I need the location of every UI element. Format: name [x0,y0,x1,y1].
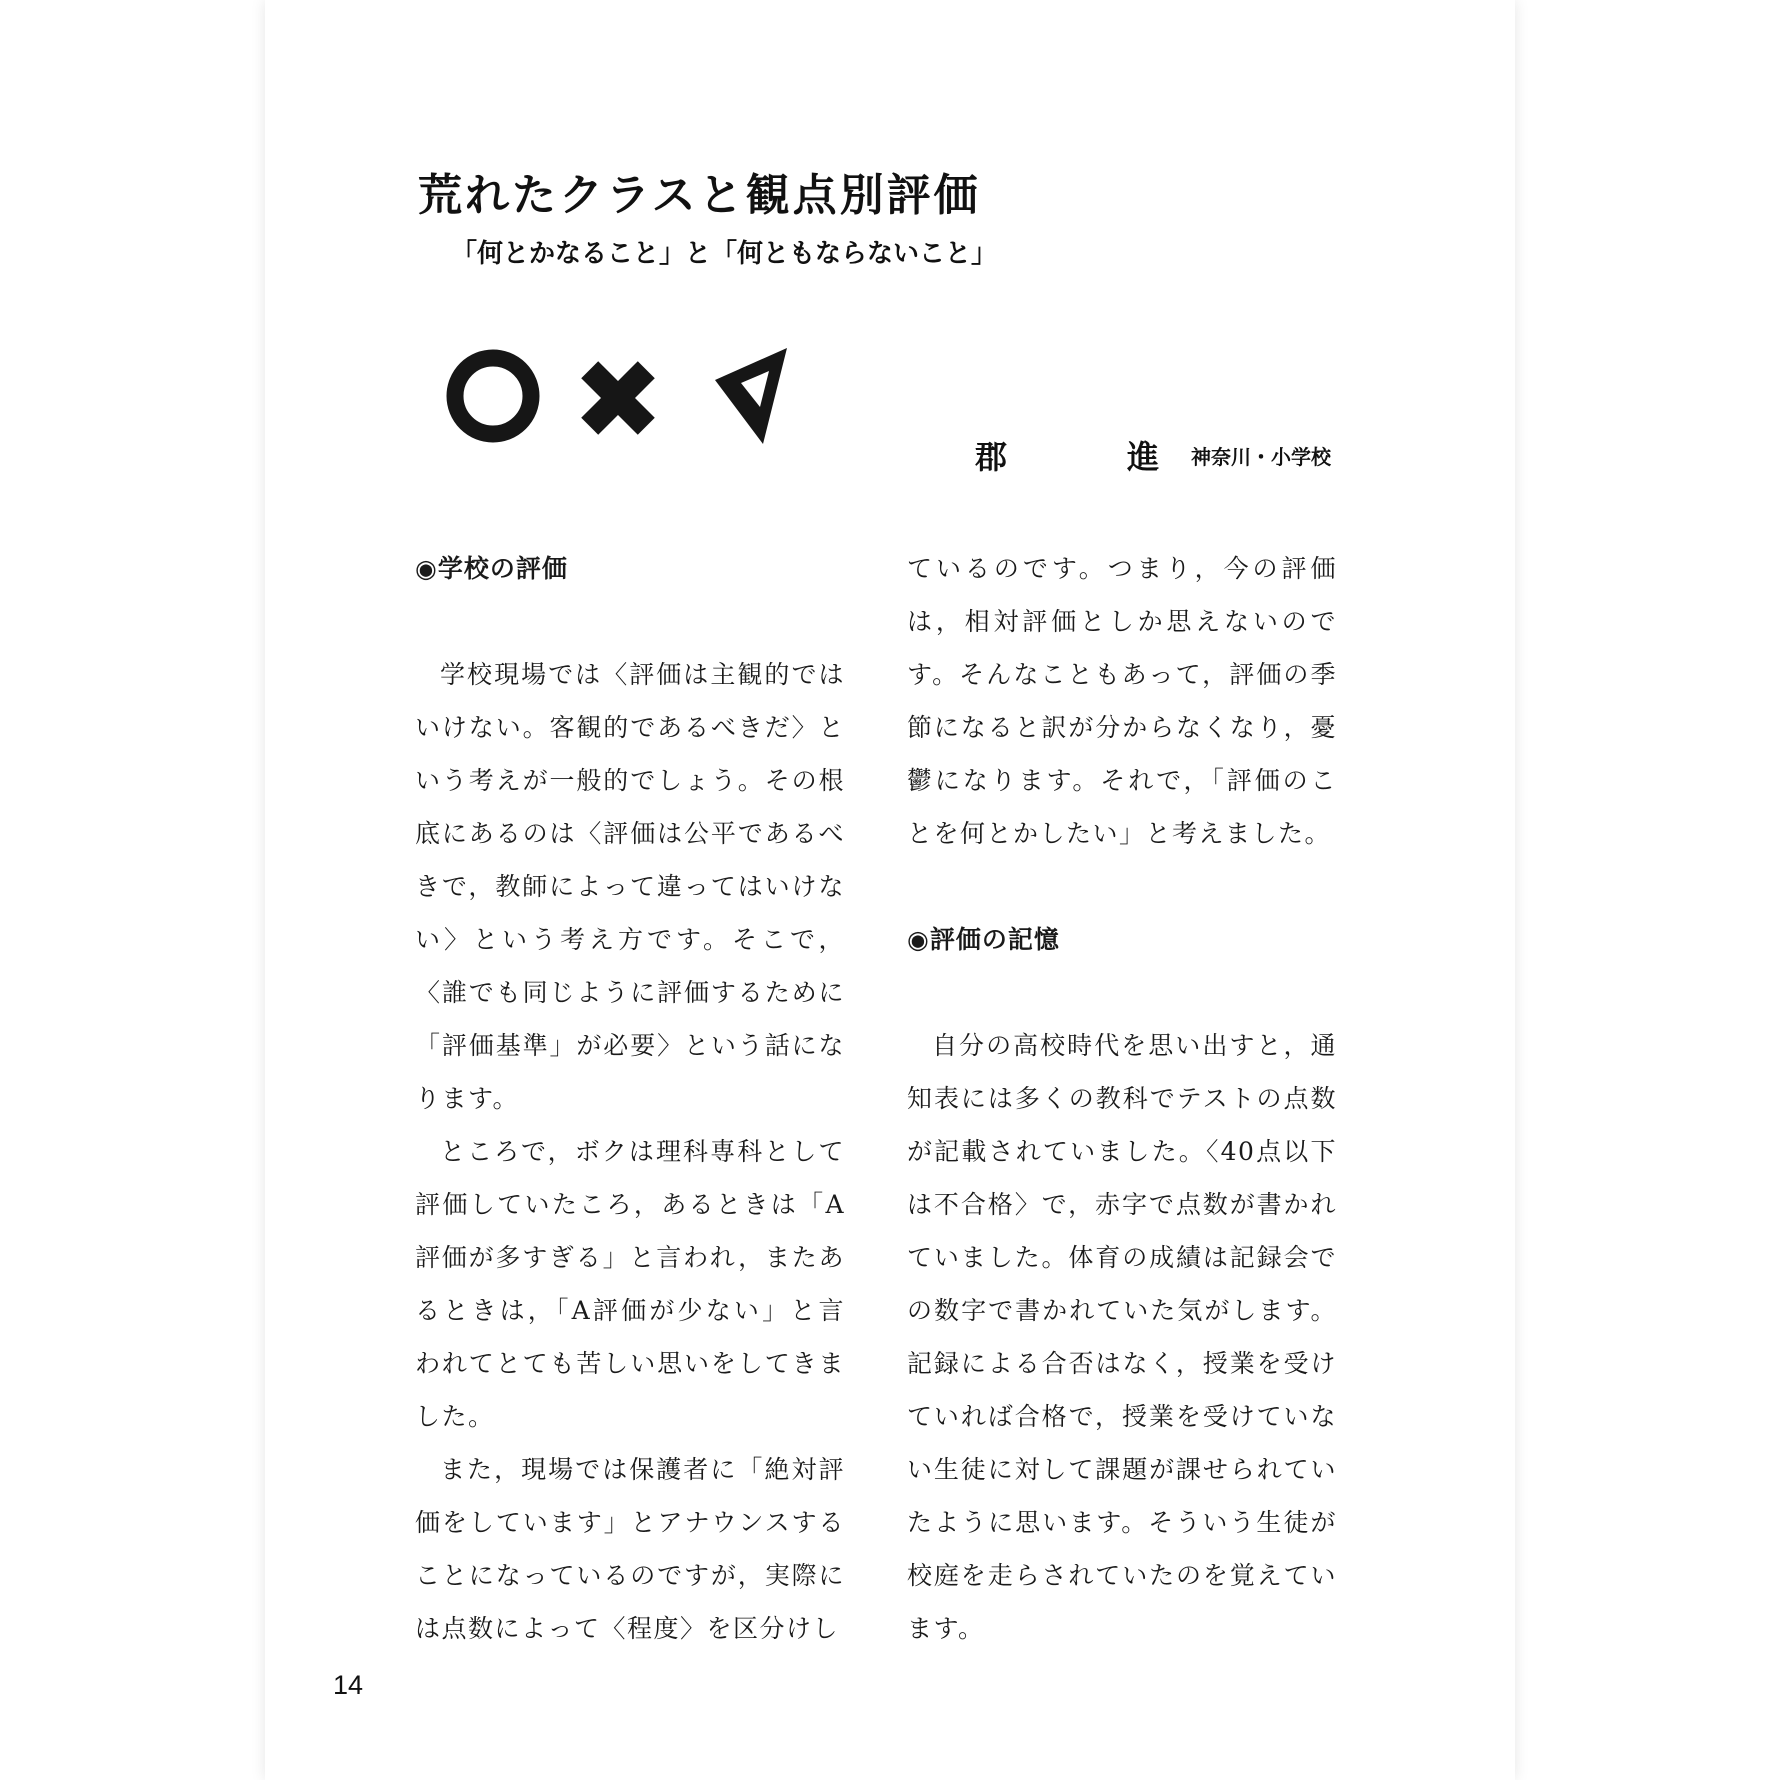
article-title: 荒れたクラスと観点別評価 [418,170,981,221]
section-heading-evaluation-memory: ◉評価の記憶 [907,925,1060,954]
triangle-mark-icon [715,348,787,444]
section-heading-school-evaluation: ◉学校の評価 [415,554,568,583]
paragraph: ところで，ボクは理科専科として評価していたころ，あるときは「A評価が多すぎる」と言われ，またあるときは，「A評価が少ない」と言われてとても苦しい思いをしてきました。 [415,1137,845,1431]
author-name: 郡 進 [975,438,1204,476]
left-column [415,542,845,1655]
author-byline [975,432,1331,478]
paragraph: 自分の高校時代を思い出すと，通知表には多くの教科でテストの点数が記載されていました。〈40点以下は不合格〉で，赤字で点数が書かれていました。体育の成績は記録会での数字で書かれていた気がします。記録による合否はなく，授業を受けていれば合格で，授業を受けていない生徒に対して課題が課せられていたように思います。そういう生徒が校庭を走らされていたのを覚えています。 [907,1031,1337,1643]
right-column [907,542,1337,1655]
paragraph: 学校現場では〈評価は主観的ではいけない。客観的であるべきだ〉という考えが一般的でしょう。その根底にあるのは〈評価は公平であるべきで，教師によって違ってはいけない〉という考え方です。そこで，〈誰でも同じように評価するために「評価基準」が必要〉という話になります。 [415,660,845,1113]
paragraph: また，現場では保護者に「絶対評価をしています」とアナウンスすることになっているのですが，実際には点数によって〈程度〉を区分けし [415,1455,845,1643]
author-affiliation: 神奈川・小学校 [1191,445,1332,469]
page-number: 14 [333,1670,364,1700]
paragraph-continuation: ているのです。つまり，今の評価は，相対評価としか思えないのです。そんなこともあって，評価の季節になると訳が分からなくなり，憂鬱になります。それで，「評価のことを何とかしたい」と考えました。 [907,554,1337,848]
book-page [265,0,1515,1780]
evaluation-symbols-illustration [445,340,825,460]
cross-mark-icon [561,341,674,454]
article-subtitle: 「何とかなること」と「何ともならないこと」 [451,239,998,269]
circle-mark-icon [455,358,531,434]
